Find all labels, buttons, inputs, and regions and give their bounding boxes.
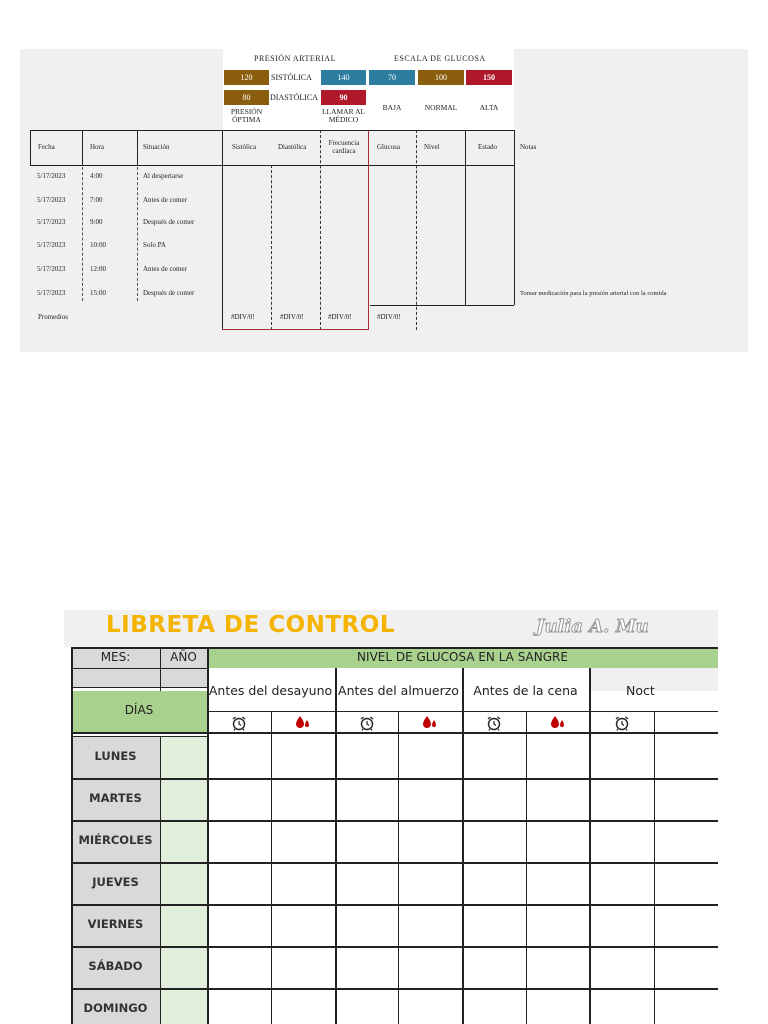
glucose-entry-cell[interactable] [589, 946, 654, 988]
avg-heart-rate: #DIV/0! [328, 313, 352, 321]
row-date[interactable]: 5/17/2023 [37, 172, 66, 180]
row-situation[interactable]: Al despertarse [143, 172, 184, 180]
glucose-entry-cell[interactable] [654, 736, 718, 778]
day-label: LUNES [94, 749, 137, 763]
diastolic-max: 90 [321, 90, 366, 105]
col-header-estado: Estado [478, 143, 498, 151]
meal-night: Noct [626, 683, 655, 698]
header-top-line [30, 130, 514, 131]
systolic-min: 120 [224, 70, 269, 85]
grid-line [71, 647, 73, 1024]
glucose-entry-cell[interactable] [335, 778, 398, 820]
glucose-entry-cell[interactable] [335, 736, 398, 778]
day-extra-cell[interactable] [160, 820, 207, 862]
glucose-entry-cell[interactable] [462, 820, 526, 862]
glucose-entry-cell[interactable] [335, 946, 398, 988]
col-line [320, 130, 321, 330]
call-doctor-label: LLAMAR AL MÉDICO [321, 108, 366, 124]
glucose-entry-cell[interactable] [398, 988, 462, 1024]
glucose-entry-cell[interactable] [589, 904, 654, 946]
col-line [465, 130, 466, 305]
glucose-high-label: ALTA [479, 103, 499, 112]
col-header-glucosa: Glucosa [377, 143, 400, 151]
glucose-header: NIVEL DE GLUCOSA EN LA SANGRE [357, 650, 568, 664]
optimal-label: PRESIÓN ÓPTIMA [230, 107, 263, 124]
glucose-entry-cell[interactable] [271, 904, 335, 946]
row-situation[interactable]: Solo PA [143, 241, 166, 249]
row-situation[interactable]: Antes de comer [143, 196, 187, 204]
col-line [514, 130, 515, 305]
col-header-fecha: Fecha [38, 143, 55, 151]
glucose-entry-cell[interactable] [271, 862, 335, 904]
day-extra-cell[interactable] [160, 862, 207, 904]
glucose-entry-cell[interactable] [526, 988, 589, 1024]
glucose-entry-cell[interactable] [398, 904, 462, 946]
glucose-entry-cell[interactable] [398, 820, 462, 862]
glucose-entry-cell[interactable] [207, 946, 271, 988]
day-label: MARTES [89, 791, 142, 805]
glucose-entry-cell[interactable] [271, 820, 335, 862]
glucose-log-sheet [64, 610, 718, 1024]
row-time[interactable]: 15:00 [90, 289, 106, 297]
row-situation[interactable]: Después de comer [143, 289, 195, 297]
avg-diastolic: #DIV/0! [280, 313, 304, 321]
glucose-entry-cell[interactable] [207, 736, 271, 778]
glucose-entry-cell[interactable] [335, 820, 398, 862]
glucose-normal-label: NORMAL [424, 103, 458, 112]
col-header-nivel: Nivel [424, 143, 440, 151]
glucose-entry-cell[interactable] [589, 736, 654, 778]
row-note[interactable]: Tomar medicación para la presión arterial con la comida [520, 290, 667, 297]
col-line [416, 130, 417, 330]
row-time[interactable]: 4:00 [90, 172, 103, 180]
glucose-entry-cell[interactable] [654, 904, 718, 946]
col-line [30, 130, 31, 165]
grid-line [71, 687, 207, 688]
col-header-sistolica: Sistólica [232, 143, 257, 151]
meal-breakfast: Antes del desayuno [208, 683, 333, 698]
row-time[interactable]: 7:00 [90, 196, 103, 204]
glucose-entry-cell[interactable] [526, 862, 589, 904]
month-label: MES: [100, 650, 131, 664]
sheet-title: LIBRETA DE CONTROL [106, 612, 395, 638]
glucose-normal-value: 100 [418, 70, 464, 85]
glucose-entry-cell[interactable] [207, 988, 271, 1024]
glucose-entry-cell[interactable] [589, 778, 654, 820]
glucose-entry-cell[interactable] [526, 736, 589, 778]
glucose-entry-cell[interactable] [526, 778, 589, 820]
row-date[interactable]: 5/17/2023 [37, 241, 66, 249]
glucose-entry-cell[interactable] [654, 988, 718, 1024]
glucose-low-value: 70 [369, 70, 415, 85]
year-label: AÑO [170, 650, 197, 664]
glucose-entry-cell[interactable] [398, 778, 462, 820]
glucose-low-label: BAJA [382, 103, 402, 112]
glucose-entry-cell[interactable] [654, 946, 718, 988]
glucose-entry-cell[interactable] [335, 904, 398, 946]
avg-glucose: #DIV/0! [377, 313, 401, 321]
col-header-frecuencia: Frecuencia cardíaca [328, 139, 360, 155]
author-name: Julia A. Mu [536, 616, 649, 637]
day-label: VIERNES [87, 917, 144, 931]
col-header-situacion: Situación [143, 143, 170, 151]
glucose-high-value: 150 [466, 70, 512, 85]
row-time[interactable]: 10:00 [90, 241, 106, 249]
days-label: DÍAS [124, 703, 154, 717]
header-bottom-line [30, 165, 514, 166]
systolic-max: 140 [321, 70, 366, 85]
glucose-entry-cell[interactable] [271, 988, 335, 1024]
day-extra-cell[interactable] [160, 778, 207, 820]
glucose-entry-cell[interactable] [398, 862, 462, 904]
table-bottom-line [370, 305, 514, 306]
glucose-entry-cell[interactable] [398, 946, 462, 988]
row-date[interactable]: 5/17/2023 [37, 218, 66, 226]
glucose-entry-cell[interactable] [271, 778, 335, 820]
col-header-diastolica: Diastólica [278, 143, 307, 151]
glucose-entry-cell[interactable] [526, 946, 589, 988]
grid-line [71, 668, 207, 669]
systolic-label: SISTÓLICA [271, 73, 312, 82]
day-label: JUEVES [92, 875, 139, 889]
glucose-entry-cell[interactable] [207, 904, 271, 946]
day-label: MIÉRCOLES [78, 833, 153, 847]
glucose-entry-cell[interactable] [335, 862, 398, 904]
col-header-hora: Hora [90, 143, 104, 151]
glucose-entry-cell[interactable] [589, 820, 654, 862]
row-situation[interactable]: Después de comer [143, 218, 195, 226]
glucose-entry-cell[interactable] [462, 736, 526, 778]
col-line [82, 167, 83, 301]
glucose-entry-cell[interactable] [271, 946, 335, 988]
glucose-entry-cell[interactable] [589, 862, 654, 904]
glucose-scale-header: ESCALA DE GLUCOSA [394, 54, 486, 63]
row-date[interactable]: 5/17/2023 [37, 289, 66, 297]
glucose-entry-cell[interactable] [654, 820, 718, 862]
col-header-notas: Notas [520, 143, 537, 151]
diastolic-label: DIASTÓLICA [270, 93, 318, 102]
glucose-entry-cell[interactable] [271, 736, 335, 778]
glucose-entry-cell[interactable] [526, 820, 589, 862]
grid-line [160, 647, 161, 691]
meal-dinner: Antes de la cena [473, 683, 578, 698]
row-time[interactable]: 9:00 [90, 218, 103, 226]
glucose-entry-cell[interactable] [207, 778, 271, 820]
glucose-entry-cell[interactable] [462, 904, 526, 946]
glucose-entry-cell[interactable] [462, 946, 526, 988]
avg-systolic: #DIV/0! [231, 313, 255, 321]
glucose-entry-cell[interactable] [398, 736, 462, 778]
glucose-entry-cell[interactable] [526, 904, 589, 946]
col-line [137, 130, 138, 165]
col-line [222, 130, 223, 330]
day-extra-cell[interactable] [160, 946, 207, 988]
col-line [82, 130, 83, 165]
grid-line [71, 732, 207, 734]
row-date[interactable]: 5/17/2023 [37, 265, 66, 273]
row-situation[interactable]: Antes de comer [143, 265, 187, 273]
glucose-entry-cell[interactable] [462, 862, 526, 904]
grid-line [71, 647, 718, 649]
col-line [271, 165, 272, 330]
row-time[interactable]: 12:00 [90, 265, 106, 273]
col-line [137, 167, 138, 301]
glucose-entry-cell[interactable] [335, 988, 398, 1024]
day-label: SÁBADO [88, 959, 143, 973]
diastolic-min: 80 [224, 90, 269, 105]
glucose-entry-cell[interactable] [589, 988, 654, 1024]
day-label: DOMINGO [83, 1001, 148, 1015]
glucose-entry-cell[interactable] [462, 778, 526, 820]
glucose-entry-cell[interactable] [462, 988, 526, 1024]
row-date[interactable]: 5/17/2023 [37, 196, 66, 204]
bp-header: PRESIÓN ARTERIAL [254, 54, 336, 63]
averages-label: Promedios [38, 313, 68, 321]
day-extra-cell[interactable] [160, 736, 207, 778]
meal-lunch: Antes del almuerzo [338, 683, 459, 698]
day-extra-cell[interactable] [160, 904, 207, 946]
avg-bottom-line [222, 329, 368, 330]
glucose-entry-cell[interactable] [207, 862, 271, 904]
glucose-entry-cell[interactable] [207, 820, 271, 862]
col-line [368, 130, 369, 330]
day-extra-cell[interactable] [160, 988, 207, 1024]
glucose-entry-cell[interactable] [654, 862, 718, 904]
glucose-entry-cell[interactable] [654, 778, 718, 820]
